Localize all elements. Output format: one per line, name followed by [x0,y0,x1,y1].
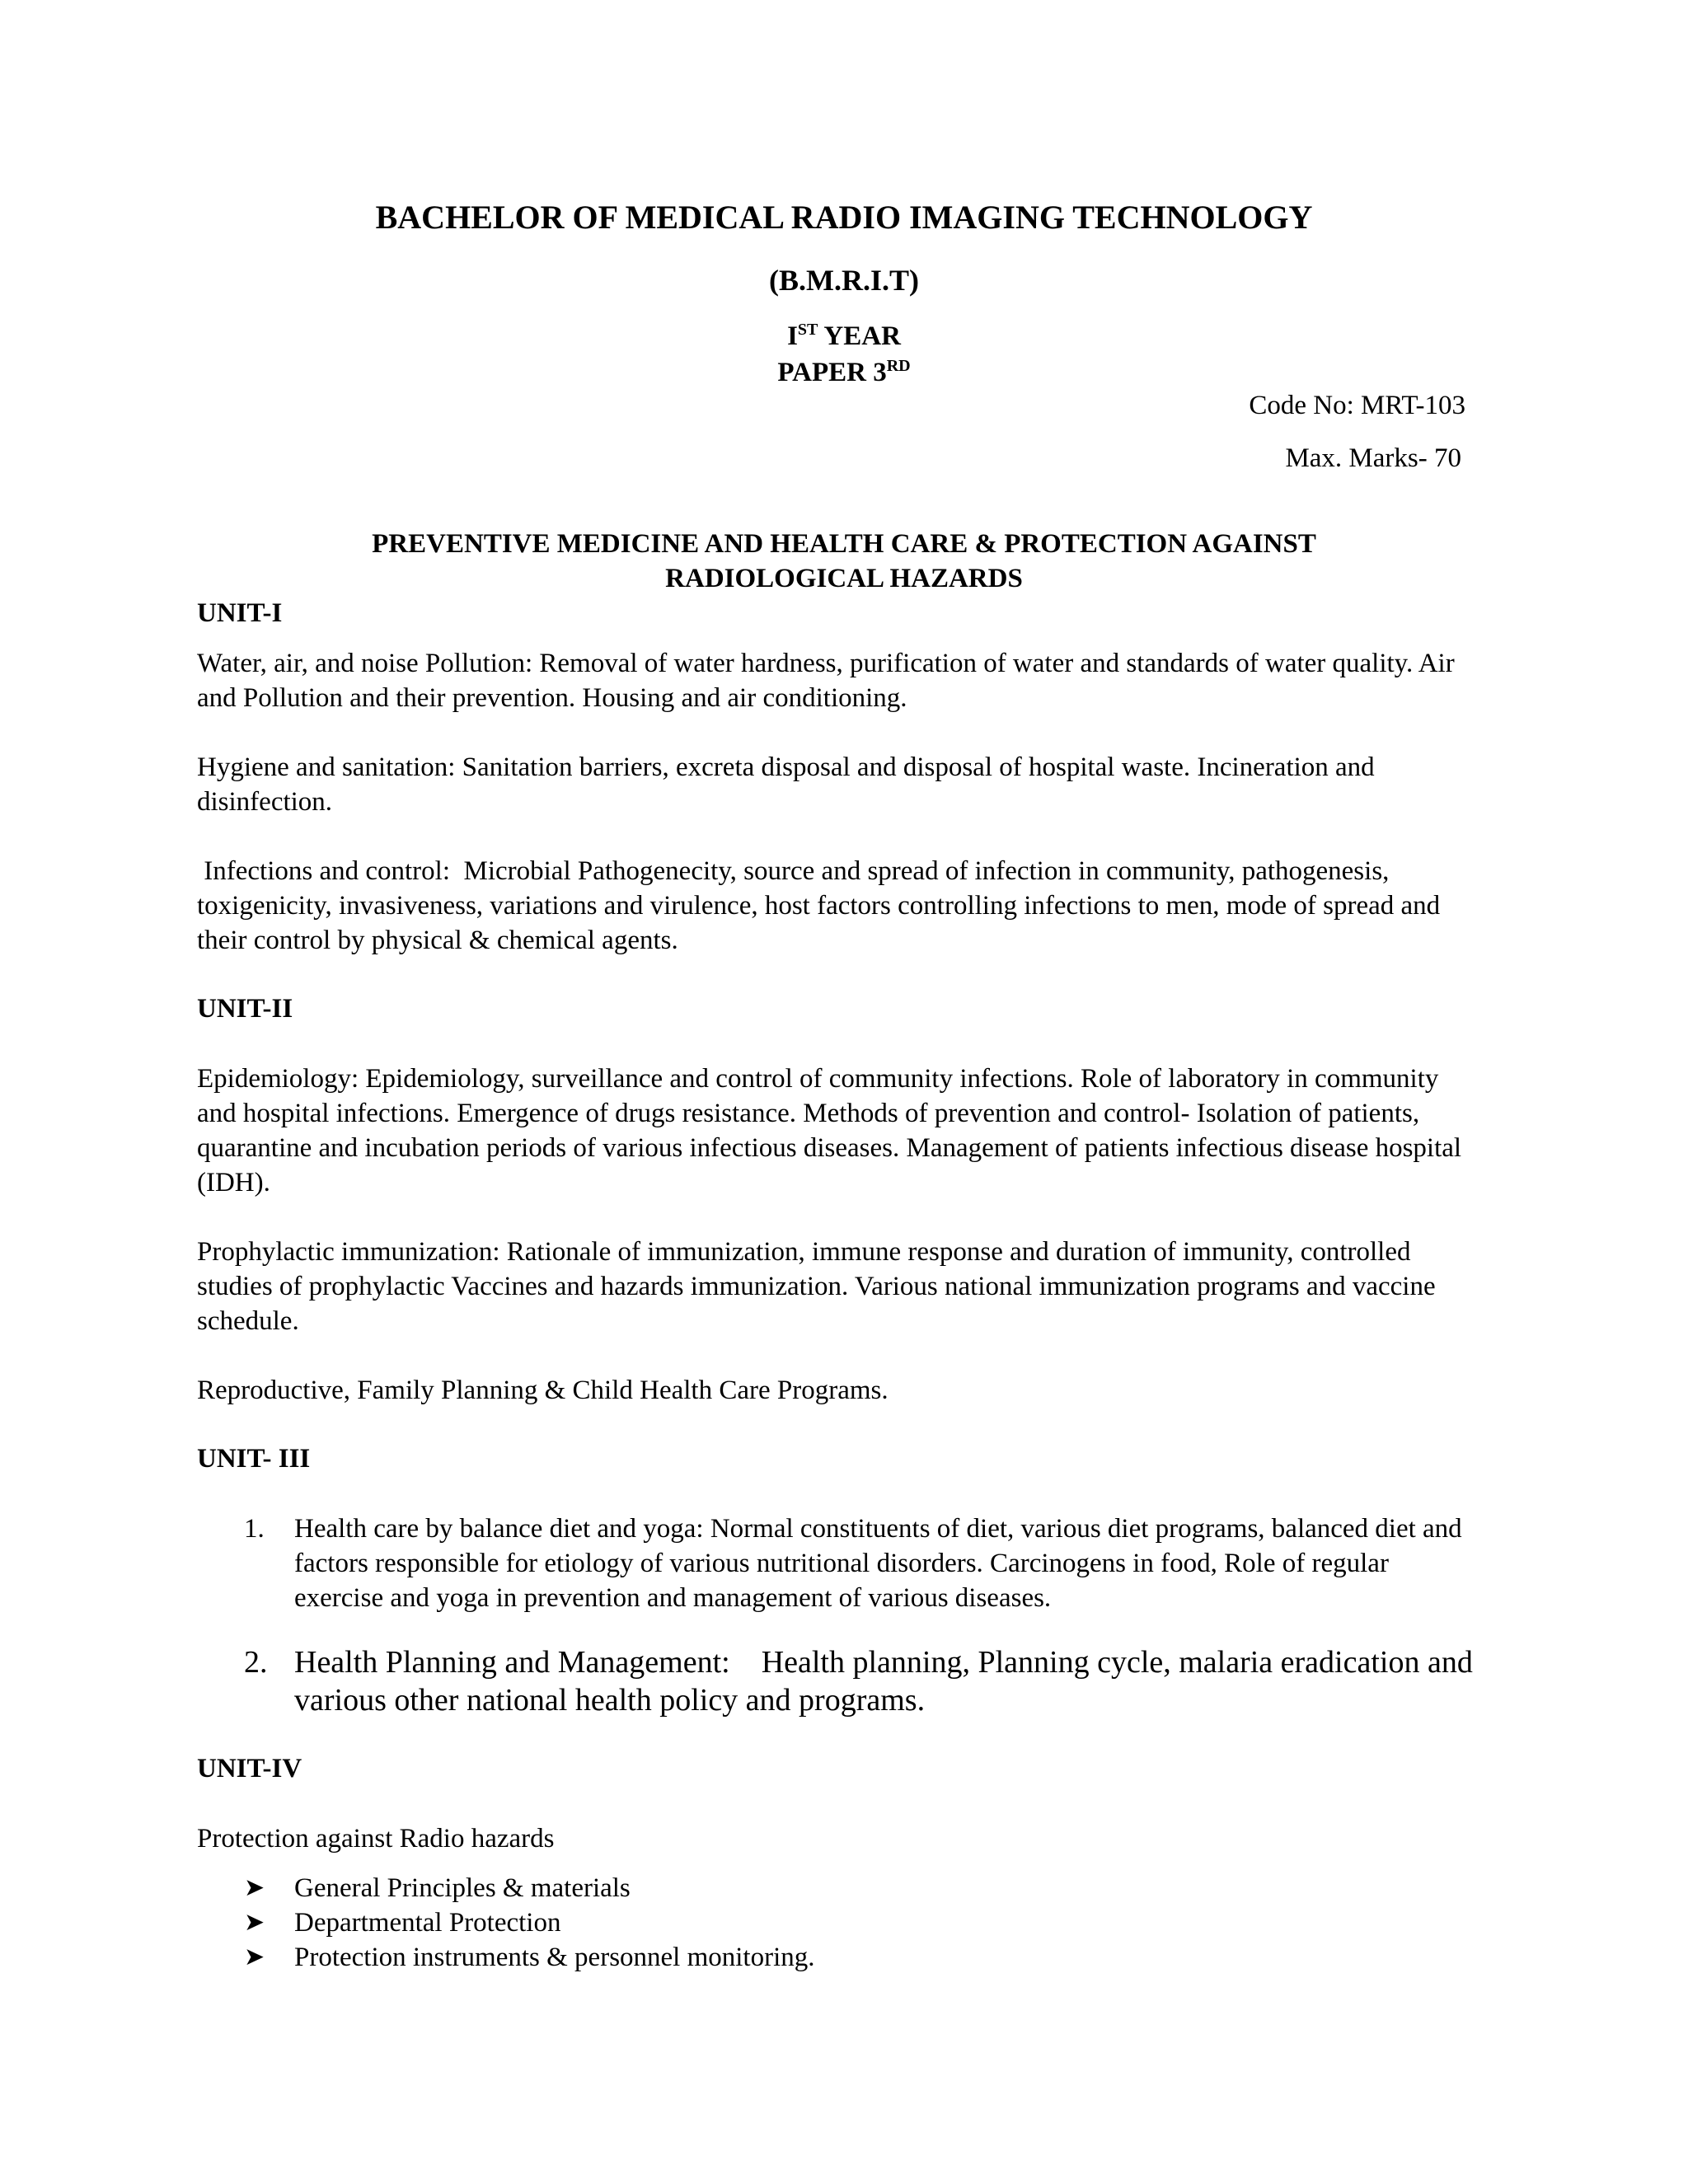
unit2-paragraph: Prophylactic immunization: Rationale of immunization, immune response and duration of immunity, controlled studies of prophylactic Vaccines and hazards immunization. Various national immunization programs and vaccine schedule. [197,1237,1436,1336]
arrowhead-bullet-icon: ➤ [244,1874,265,1901]
list-item: Health Planning and Management: Health planning, Planning cycle, malaria eradication and various other national health policy and programs. [294,1645,1481,1718]
unit2-heading: UNIT-II [197,994,293,1024]
unit1-paragraph: Infections and control: Microbial Pathogenecity, source and spread of infection in community, pathogenesis, toxigenicity, invasiveness, variations and virulence, host factors controlling infections to men, mode of spread and their control by physical & chemical agents. [197,856,1447,955]
arrowhead-bullet-icon: ➤ [244,1909,265,1936]
unit2-paragraph: Epidemiology: Epidemiology, surveillance and control of community infections. Role of laboratory in community and hospital infections. Emergence of drugs resistance. Methods of prevention and control- Isolation of patients, quarantine and incubation periods of various infectious diseases. Management of patients infectious disease hospital (IDH). [197,1064,1462,1197]
bullet-item: General Principles & materials [294,1873,631,1903]
code-number: Code No: MRT-103 [1249,391,1465,420]
paper-superscript: RD [886,357,911,375]
unit4-heading: UNIT-IV [197,1754,302,1783]
unit3-heading: UNIT- III [197,1444,311,1474]
document-title: BACHELOR OF MEDICAL RADIO IMAGING TECHNOLOGY [375,199,1313,236]
year-label [0,320,1688,353]
bullet-item: Protection instruments & personnel monitoring. [294,1943,815,1972]
subject-title-line2: RADIOLOGICAL HAZARDS [665,564,1023,593]
document-abbreviation: (B.M.R.I.T) [769,264,919,297]
max-marks: Max. Marks- 70 [1285,443,1461,473]
unit1-heading: UNIT-I [197,598,283,628]
list-item-number: 1. [244,1514,265,1544]
paper-label [0,356,1688,389]
paper-main: PAPER 3 [777,358,887,387]
year-main: I [787,321,798,351]
year-superscript: ST [797,321,818,339]
unit2-paragraph: Reproductive, Family Planning & Child Health Care Programs. [197,1376,889,1405]
bullet-item: Departmental Protection [294,1908,561,1938]
list-item: Health care by balance diet and yoga: Normal constituents of diet, various diet programs, balanced diet and factors responsible for etiology of various nutritional disorders. Carcinogens in food, Role of regular exercise and yoga in prevention and management of various diseases. [294,1514,1462,1613]
year-rest: YEAR [818,321,901,351]
unit1-paragraph: Water, air, and noise Pollution: Removal of water hardness, purification of water and standards of water quality. Air and Pollution and their prevention. Housing and air conditioning. [197,649,1455,713]
list-item-number: 2. [244,1645,268,1680]
subject-title-line1: PREVENTIVE MEDICINE AND HEALTH CARE & PROTECTION AGAINST [372,529,1316,559]
unit1-paragraph: Hygiene and sanitation: Sanitation barriers, excreta disposal and disposal of hospital waste. Incineration and disinfection. [197,752,1375,817]
unit4-intro: Protection against Radio hazards [197,1824,555,1854]
arrowhead-bullet-icon: ➤ [244,1943,265,1971]
